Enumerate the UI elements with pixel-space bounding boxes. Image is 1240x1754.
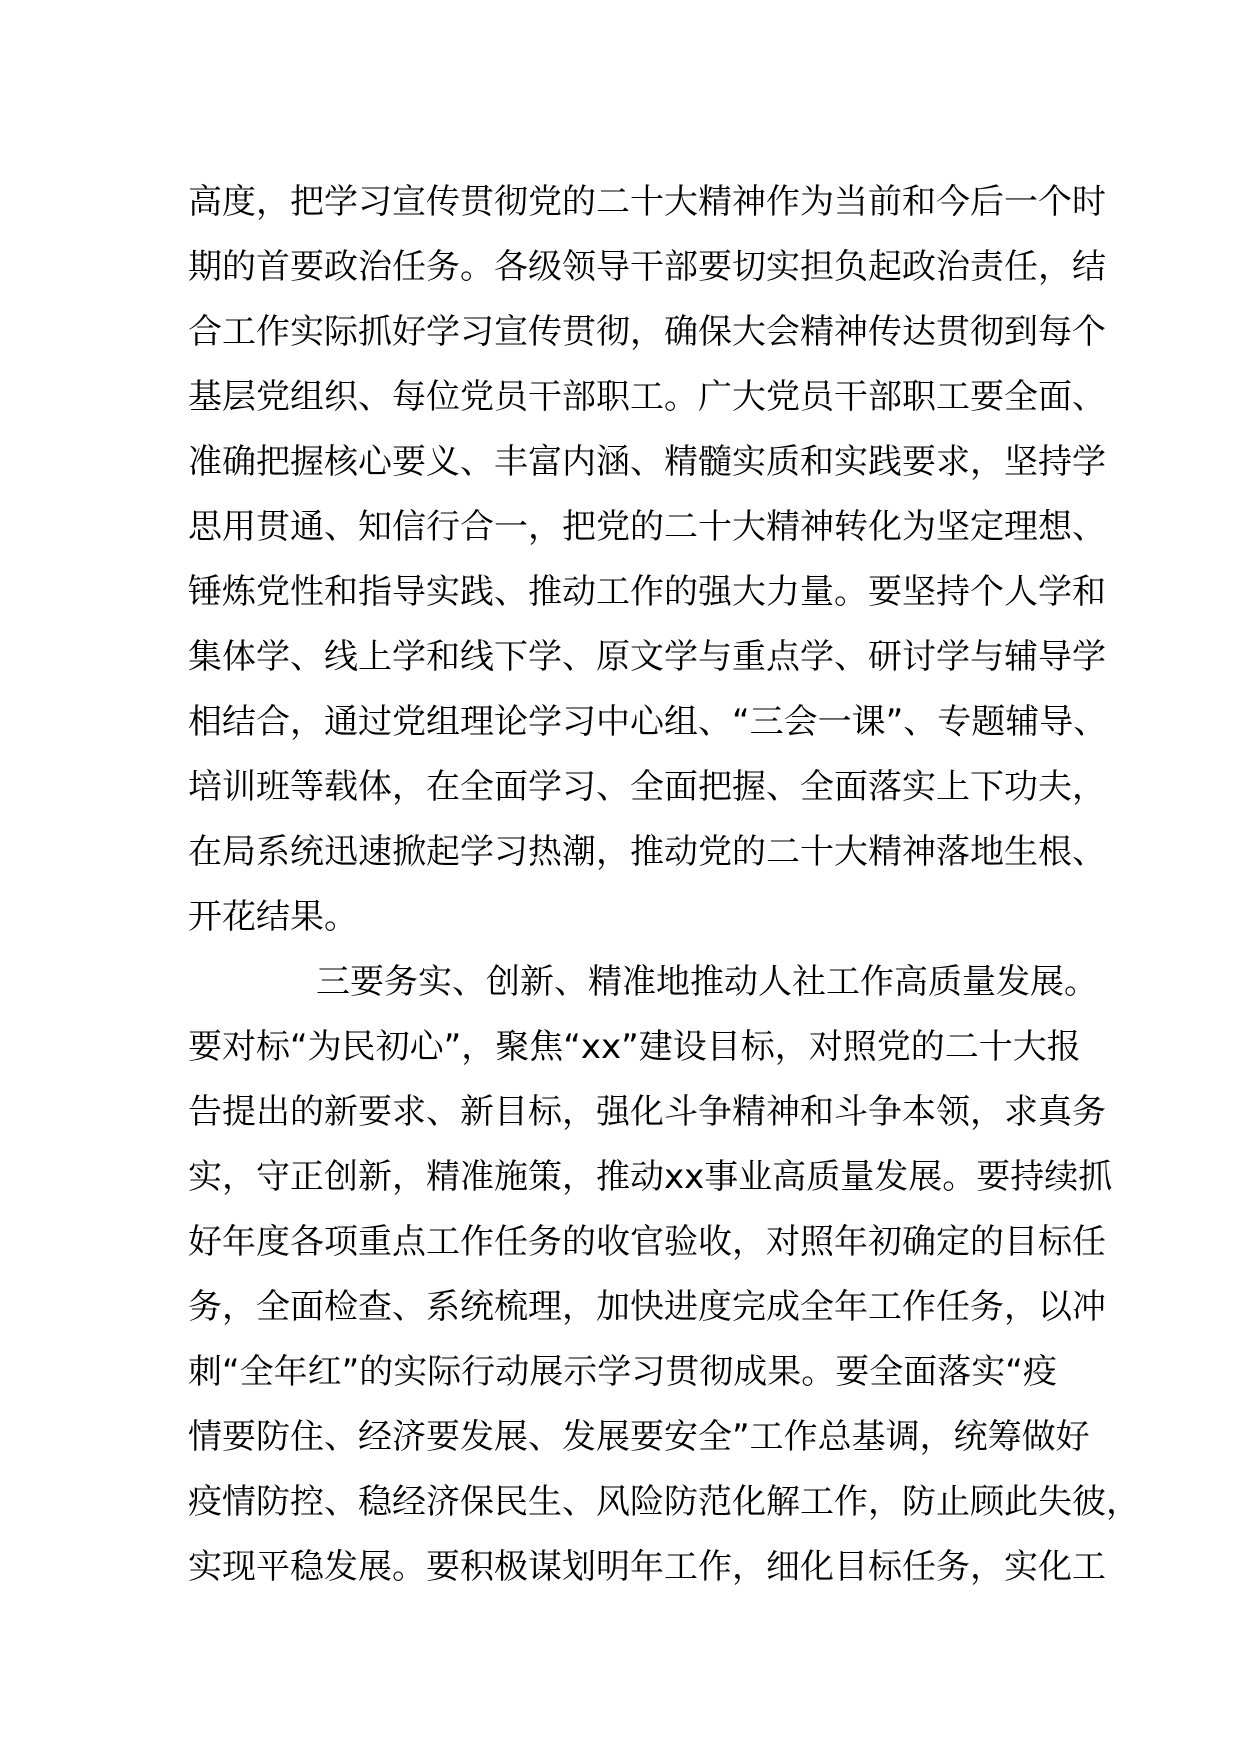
- text-line: 疫情防控、稳经济保民生、风险防范化解工作，防止顾此失彼，: [188, 1482, 1140, 1522]
- text-line: 集体学、线上学和线下学、原文学与重点学、研讨学与辅导学: [188, 637, 1106, 677]
- text-line: 好年度各项重点工作任务的收官验收，对照年初确定的目标任: [188, 1222, 1106, 1262]
- body-text: [188, 170, 1140, 1600]
- text-line: 实现平稳发展。要积极谋划明年工作，细化目标任务，实化工: [188, 1547, 1106, 1587]
- text-line: 准确把握核心要义、丰富内涵、精髓实质和实践要求，坚持学: [188, 442, 1106, 482]
- text-line: 告提出的新要求、新目标，强化斗争精神和斗争本领，求真务: [188, 1092, 1106, 1132]
- text-line: 相结合，通过党组理论学习中心组、“三会一课”、专题辅导、: [188, 702, 1108, 742]
- text-line: 在局系统迅速掀起学习热潮，推动党的二十大精神落地生根、: [188, 832, 1106, 872]
- section-heading-line: 三要务实、创新、精准地推动人社工作高质量发展。: [316, 962, 1098, 1002]
- text-line: 培训班等载体，在全面学习、全面把握、全面落实上下功夫，: [188, 767, 1106, 807]
- text-line: 务，全面检查、系统梳理，加快进度完成全年工作任务，以冲: [188, 1287, 1106, 1327]
- text-line: 要对标“为民初心”，聚焦“xx”建设目标，对照党的二十大报: [188, 1027, 1081, 1067]
- text-line: 刺“全年红”的实际行动展示学习贯彻成果。要全面落实“疫: [188, 1352, 1057, 1392]
- text-line: 情要防住、经济要发展、发展要安全”工作总基调，统筹做好: [188, 1417, 1090, 1457]
- text-line: 合工作实际抓好学习宣传贯彻，确保大会精神传达贯彻到每个: [188, 312, 1106, 352]
- text-line: 开花结果。: [188, 897, 358, 937]
- text-line: 期的首要政治任务。各级领导干部要切实担负起政治责任，结: [188, 247, 1106, 287]
- text-line: 锤炼党性和指导实践、推动工作的强大力量。要坚持个人学和: [188, 572, 1106, 612]
- text-line: 高度，把学习宣传贯彻党的二十大精神作为当前和今后一个时: [188, 182, 1106, 222]
- text-line: 实，守正创新，精准施策，推动xx事业高质量发展。要持续抓: [188, 1157, 1113, 1197]
- text-line: 思用贯通、知信行合一，把党的二十大精神转化为坚定理想、: [188, 507, 1106, 547]
- text-line: 基层党组织、每位党员干部职工。广大党员干部职工要全面、: [188, 377, 1106, 417]
